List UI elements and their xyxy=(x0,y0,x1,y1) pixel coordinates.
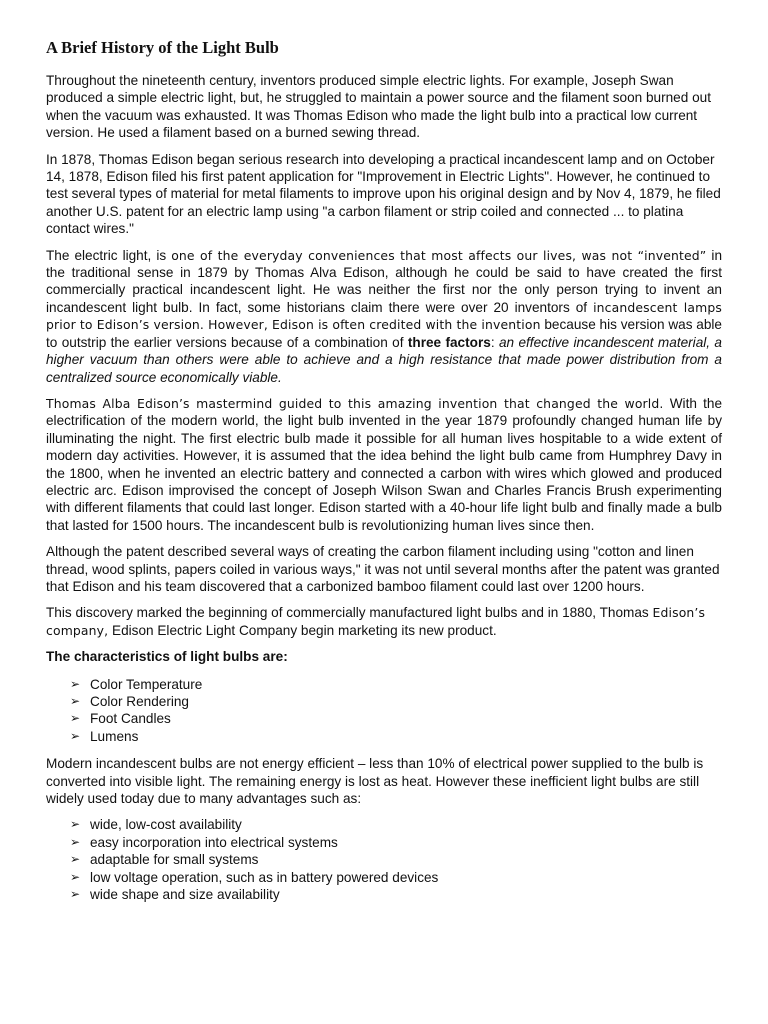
advantages-list xyxy=(46,816,722,903)
paragraph-efficiency: Modern incandescent bulbs are not energy efficient – less than 10% of electrical power supplied to the bulb is converted into visible light. The remaining energy is lost as heat. However these inefficient light bulbs are still widely used today due to many advantages such as: xyxy=(46,756,704,807)
paragraph-mastermind: Thomas Alba Edison’s mastermind guided to this amazing invention that changed the world. With the electrification of the modern world, the light bulb invented in the year 1879 profoundly changed human life by illuminating the night. The first electric bulb made it possible for all human lives hospitable to a wide extent of modern day activities. However, it is assumed that the idea behind the light bulb came from Humphrey Davy in the 1800, when he invented an electric battery and connected a carbon with wires which glowed and produced electric arc. Edison improvised the concept of Joseph Wilson Swan and Charles Francis Brush experimenting with different filaments that could last longer. Edison started with a 40-hour life light bulb and finally made a bulb that lasted for 1500 hours. The incandescent bulb is revolutionizing human lives since then. xyxy=(46,395,722,533)
list-item: ➢ adaptable for small systems xyxy=(70,852,259,868)
list-item: ➢ Color Temperature xyxy=(70,676,203,692)
arrow-bullet-icon: ➢ xyxy=(70,694,81,708)
paragraph-carbon-filament: Although the patent described several ways of creating the carbon filament including using "cotton and linen thread, wood splints, papers coiled in various ways," it was not until several months after the patent was granted that Edison and his team discovered that a carbonized bamboo filament could last over 1200 hours. xyxy=(46,544,720,594)
paragraph-swan-edison: Throughout the nineteenth century, inventors produced simple electric lights. For example, Joseph Swan produced a simple electric light, but, he struggled to maintain a power source and the filament soon burned out when the vacuum was exhausted. It was Thomas Edison who made the light bulb into a practical low current version. He used a filament based on a burned sewing thread. xyxy=(46,73,711,141)
arrow-bullet-icon: ➢ xyxy=(70,852,81,867)
list-item: ➢ Foot Candles xyxy=(70,711,171,727)
list-item: ➢ wide shape and size availability xyxy=(70,887,280,903)
list-item: ➢ low voltage operation, such as in battery powered devices xyxy=(70,869,439,885)
three-factors-bold: three factors xyxy=(407,334,491,350)
three-factors-italic: an effective incandescent material, a higher vacuum than others were able to achieve and a high resistance that made power distribution from a centralized source economically viable. xyxy=(46,334,722,385)
list-item: ➢ wide, low-cost availability xyxy=(70,817,242,833)
arrow-bullet-icon: ➢ xyxy=(70,711,81,726)
document-title: A Brief History of the Light Bulb xyxy=(46,38,279,57)
list-item: ➢ Lumens xyxy=(70,728,139,744)
characteristics-list xyxy=(46,676,722,746)
arrow-bullet-icon: ➢ xyxy=(70,817,81,832)
list-item: ➢ Color Rendering xyxy=(70,694,189,709)
arrow-bullet-icon: ➢ xyxy=(70,728,81,743)
paragraph-electric-light: The electric light, is one of the everyday conveniences that most affects our lives, was not “invented” in the traditional sense in 1879 by Thomas Alva Edison, although he could be said to have created the first commercially practical incandescent light. He was neither the first nor the only person trying to invent an incandescent light bulb. In fact, some historians claim there were over 20 inventors of incandescent lamps prior to Edison’s version. However, Edison is often credited with the invention because his version was able to outstrip the earlier versions because of a combination of three factors: an effective incandescent material, a higher vacuum than others were able to achieve and a high resistance that made power distribution from a centralized source economically viable. xyxy=(46,247,722,385)
paragraph-commercial-bulbs: This discovery marked the beginning of commercially manufactured light bulbs and in 1880, Thomas Edison’s company, Edison Electric Light Company begin marketing its new product. xyxy=(46,605,706,638)
arrow-bullet-icon: ➢ xyxy=(70,676,81,691)
characteristics-heading: The characteristics of light bulbs are: xyxy=(46,649,288,665)
arrow-bullet-icon: ➢ xyxy=(70,834,81,849)
list-item: ➢ easy incorporation into electrical systems xyxy=(70,834,338,850)
paragraph-patent-1878: In 1878, Thomas Edison began serious research into developing a practical incandescent lamp and on October 14, 1878, Edison filed his first patent application for "Improvement in Electric Lights". However, he continued to test several types of material for metal filaments to improve upon his original design and by Nov 4, 1879, he filed another U.S. patent for an electric lamp using "a carbon filament or strip coiled and connected ... to platina contact wires." xyxy=(46,151,721,237)
arrow-bullet-icon: ➢ xyxy=(70,869,81,884)
arrow-bullet-icon: ➢ xyxy=(70,887,81,902)
